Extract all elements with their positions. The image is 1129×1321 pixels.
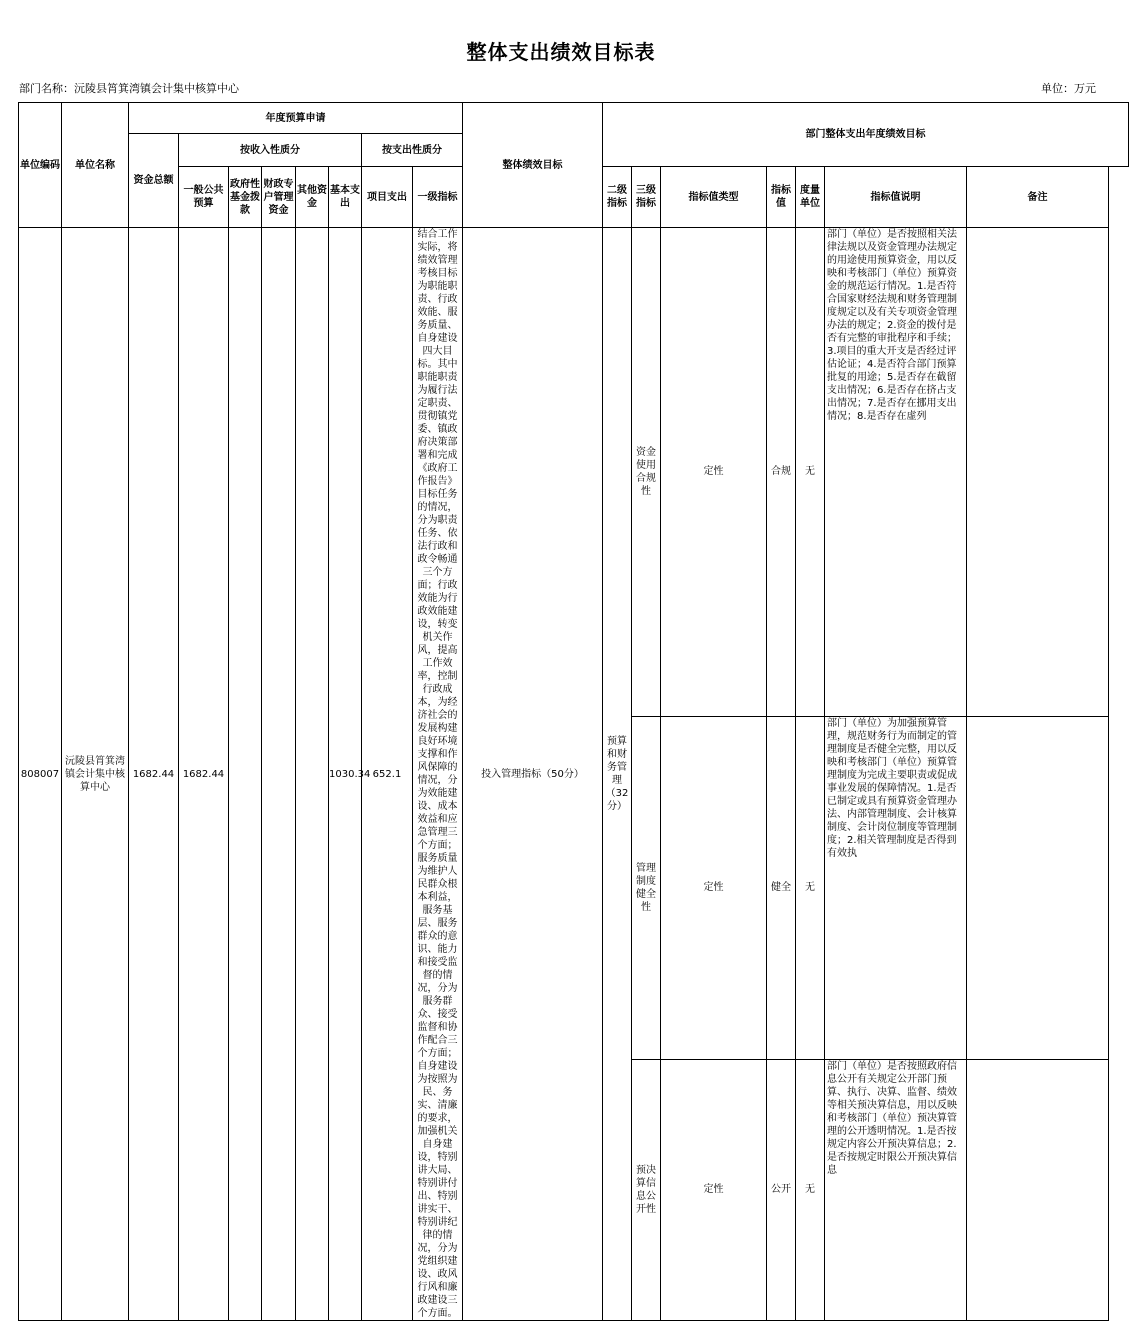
header-remark: 备注 bbox=[967, 167, 1109, 228]
indicator-desc: 部门（单位）为加强预算管理，规范财务行为而制定的管理制度是否健全完整，用以反映和考核部门（单位）预算管理制度为完成主要职责或促成事业发展的保障情况。1.是否已制定或具有预算资金管理办法、内部管理制度、会计核算制度、会计岗位制度等管理制度；2.相关管理制度是否得到有效执 bbox=[827, 717, 957, 859]
header-value-type: 指标值类型 bbox=[661, 167, 767, 228]
indicator-name: 管理制度健全性 bbox=[632, 716, 661, 1059]
indicator-value: 公开 bbox=[767, 1059, 796, 1320]
department-name: 部门名称：沅陵县筲箕湾镇会计集中核算中心 bbox=[19, 82, 239, 95]
indicator-measure: 无 bbox=[796, 716, 825, 1059]
overall-goal-text: 结合工作实际，将绩效管理考核目标为职能职责、行政效能、服务质量、自身建设四大目标。其中职能职责为履行法定职责、贯彻镇党委、镇政府决策部署和完成《政府工作报告》目标任务的情况，分为职责任务、依法行政和政令畅通三个方面；行政效能为行政效能建设，转变机关作风，提高工作效率，控制行政成本，为经济社会的发展构建良好环境支撑和作风保障的情况，分为效能建设、成本效益和应急管理三个方面；服务质量为维护人民群众根本利益，服务基层、服务群众的意识、能力和接受监督的情况，分为服务群众、接受监督和协作配合三个方面；自身建设为按照为民、务实、清廉的要求，加强机关自身建设，特别讲大局、特别讲付出、特别讲实干、特别讲纪律的情况，分为党组织建设、政风行风和廉政建设三个方面。 bbox=[413, 228, 463, 1321]
header-value: 指标值 bbox=[767, 167, 796, 228]
header-by-income: 按收入性质分 bbox=[179, 134, 362, 167]
indicator-desc: 部门（单位）是否按照相关法律法规以及资金管理办法规定的用途使用预算资金，用以反映和考核部门（单位）预算资金的规范运行情况。1.是否符合国家财经法规和财务管理制度规定以及有关专项资金管理办法的规定；2.资金的拨付是否有完整的审批程序和手续；3.项目的重大开支是否经过评估论证；4.是否符合部门预算批复的用途；5.是否存在截留支出情况；6.是否存在挤占支出情况；7.是否存在挪用支出情况；8.是否存在虚列 bbox=[827, 229, 957, 422]
indicator-value: 健全 bbox=[767, 716, 796, 1059]
header-level2: 二级指标 bbox=[603, 167, 632, 228]
header-special-fund: 财政专户管理资金 bbox=[262, 167, 296, 228]
indicator-remark bbox=[967, 1059, 1109, 1320]
level2-cell: 预算和财务管理（32分） bbox=[603, 228, 632, 1321]
header-unit-name: 单位名称 bbox=[62, 103, 129, 228]
level1-cell: 投入管理指标（50分） bbox=[463, 228, 603, 1321]
header-value-desc: 指标值说明 bbox=[825, 167, 967, 228]
total-funds-cell: 1682.44 bbox=[129, 228, 179, 1321]
header-measure-unit: 度量单位 bbox=[796, 167, 825, 228]
indicator-value: 合规 bbox=[767, 228, 796, 717]
page-title: 整体支出绩效目标表 bbox=[466, 40, 656, 64]
header-other-funds: 其他资金 bbox=[296, 167, 329, 228]
indicator-measure: 无 bbox=[796, 228, 825, 717]
header-level3: 三级指标 bbox=[632, 167, 661, 228]
indicator-remark bbox=[967, 228, 1109, 717]
header-dept-goal: 部门整体支出年度绩效目标 bbox=[603, 103, 1129, 167]
header-general-budget: 一般公共预算 bbox=[179, 167, 229, 228]
header-gov-fund: 政府性基金拨款 bbox=[229, 167, 262, 228]
indicator-type: 定性 bbox=[661, 1059, 767, 1320]
general-budget-cell: 1682.44 bbox=[179, 228, 229, 1321]
special-fund-cell bbox=[262, 228, 296, 1321]
header-basic-expense: 基本支出 bbox=[329, 167, 362, 228]
header-level1: 一级指标 bbox=[413, 167, 463, 228]
header-overall-goal: 整体绩效目标 bbox=[463, 103, 603, 228]
other-funds-cell bbox=[296, 228, 329, 1321]
basic-expense-cell: 1030.34 bbox=[329, 228, 362, 1321]
indicator-desc: 部门（单位）是否按照政府信息公开有关规定公开部门预算、执行、决算、监督、绩效等相关预决算信息，用以反映和考核部门（单位）预决算管理的公开透明情况。1.是否按规定内容公开预决算信息；2.是否按规定时限公开预决算信息 bbox=[827, 1060, 957, 1176]
indicator-type: 定性 bbox=[661, 228, 767, 717]
indicator-measure: 无 bbox=[796, 1059, 825, 1320]
indicator-remark bbox=[967, 716, 1109, 1059]
header-total-funds: 资金总额 bbox=[129, 134, 179, 228]
indicator-name: 预决算信息公开性 bbox=[632, 1059, 661, 1320]
header-project-expense: 项目支出 bbox=[362, 167, 413, 228]
unit-name-cell: 沅陵县筲箕湾镇会计集中核算中心 bbox=[62, 228, 129, 1321]
gov-fund-cell bbox=[229, 228, 262, 1321]
indicator-name: 资金使用合规性 bbox=[632, 228, 661, 717]
unit-label: 单位：万元 bbox=[1041, 82, 1096, 95]
header-unit-code: 单位编码 bbox=[19, 103, 62, 228]
performance-table bbox=[18, 102, 1129, 1321]
header-annual-budget: 年度预算申请 bbox=[129, 103, 463, 134]
indicator-type: 定性 bbox=[661, 716, 767, 1059]
unit-code-cell: 808007 bbox=[19, 228, 62, 1321]
header-by-expense: 按支出性质分 bbox=[362, 134, 463, 167]
project-expense-cell: 652.1 bbox=[362, 228, 413, 1321]
